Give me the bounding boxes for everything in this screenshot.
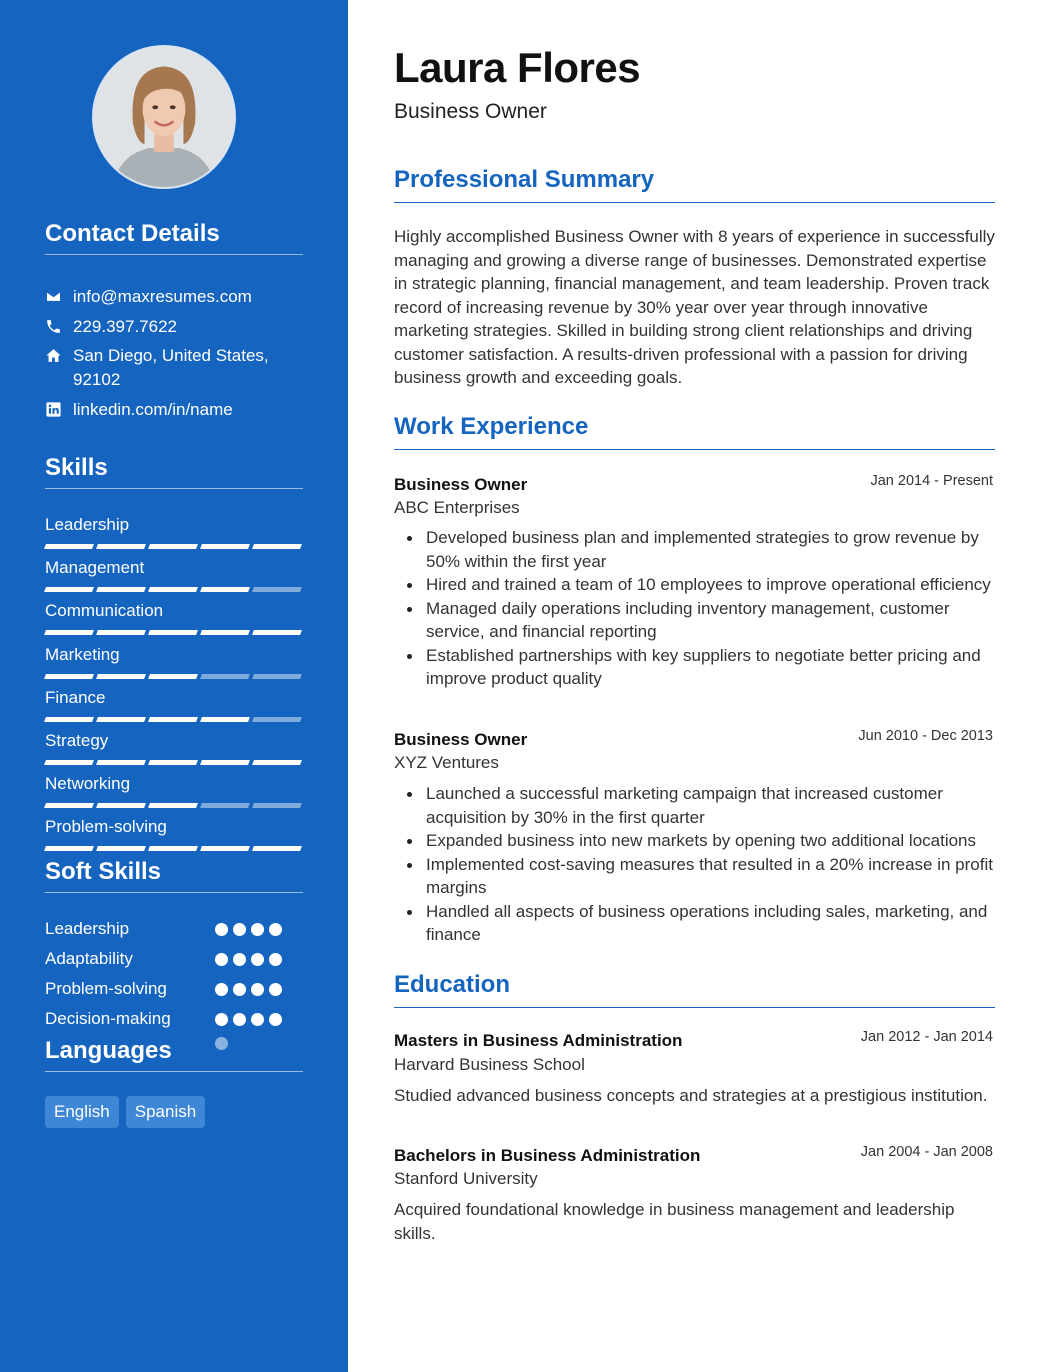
- skill-level-segment: [200, 760, 250, 765]
- rating-dot: [269, 983, 282, 996]
- languages-list: [45, 1096, 205, 1128]
- skill-name: Marketing: [45, 645, 120, 664]
- skill-level-segment: [44, 760, 94, 765]
- degree-description: Acquired foundational knowledge in business management and leadership skills.: [394, 1200, 955, 1243]
- contact-address: [45, 344, 303, 392]
- skill-item: [45, 600, 303, 635]
- list-item: Expanded business into new markets by opening two additional locations: [394, 829, 995, 853]
- skill-level-segment: [148, 803, 198, 808]
- skill-level-segment: [252, 803, 302, 808]
- skill-level-segment: [44, 630, 94, 635]
- skill-item: [45, 730, 303, 765]
- school-name: Stanford University: [394, 1169, 538, 1188]
- experience-heading: Work Experience: [394, 413, 995, 450]
- rating-dot: [233, 953, 246, 966]
- contact-linkedin-text: linkedin.com/in/name: [73, 400, 233, 419]
- list-item: Managed daily operations including inventory management, customer service, and financial reporting: [394, 597, 995, 644]
- rating-dot: [215, 983, 228, 996]
- skill-level-segment: [96, 587, 146, 592]
- languages-heading: Languages: [45, 1037, 303, 1072]
- skill-item: [45, 687, 303, 722]
- skill-name: Communication: [45, 601, 164, 620]
- list-item: Established partnerships with key suppliers to negotiate better pricing and improve product quality: [394, 644, 995, 691]
- degree-dates: Jan 2004 - Jan 2008: [860, 1144, 993, 1160]
- skill-level-segment: [148, 630, 198, 635]
- skill-level-segment: [96, 544, 146, 549]
- degree-description: Studied advanced business concepts and strategies at a prestigious institution.: [394, 1086, 988, 1105]
- contact-heading: Contact Details: [45, 220, 303, 255]
- skill-level-bar: [45, 587, 303, 592]
- skill-level-segment: [200, 544, 250, 549]
- skill-level-segment: [44, 803, 94, 808]
- contact-phone-text: 229.397.7622: [73, 317, 177, 336]
- soft-skill-item: [45, 917, 303, 941]
- rating-dot: [215, 923, 228, 936]
- soft-skill-rating: [215, 953, 282, 966]
- soft-skill-rating: [215, 923, 282, 936]
- skill-level-segment: [252, 760, 302, 765]
- job-company: XYZ Ventures: [394, 753, 499, 772]
- avatar: [94, 47, 234, 187]
- linkedin-icon: [45, 398, 73, 422]
- phone-icon: [45, 315, 73, 339]
- soft-skill-name: Adaptability: [45, 949, 133, 968]
- skill-level-segment: [96, 630, 146, 635]
- skill-name: Finance: [45, 688, 106, 707]
- skill-name: Problem-solving: [45, 817, 167, 836]
- rating-dot: [251, 1013, 264, 1026]
- job-title: Business Owner: [394, 475, 528, 494]
- skill-level-bar: [45, 674, 303, 679]
- degree-title: Bachelors in Business Administration: [394, 1146, 701, 1165]
- skill-level-segment: [200, 803, 250, 808]
- rating-dot: [251, 923, 264, 936]
- soft-skills-heading: Soft Skills: [45, 858, 303, 893]
- sidebar: [0, 0, 348, 1372]
- skill-level-segment: [96, 760, 146, 765]
- skill-level-segment: [148, 544, 198, 549]
- rating-dot: [233, 983, 246, 996]
- skill-level-segment: [148, 760, 198, 765]
- skill-level-segment: [252, 674, 302, 679]
- soft-skill-name: Leadership: [45, 919, 130, 938]
- skill-level-segment: [148, 717, 198, 722]
- skill-level-segment: [96, 846, 146, 851]
- skill-item: [45, 557, 303, 592]
- summary-text: Highly accomplished Business Owner with 8 years of experience in successfully managing and growing a diverse range of businesses. Demonstrated expertise in strategic planning, financial management, and team leadership. Proven track record of increasing revenue by 30% year over year through innovative marketing strategies. Skilled in building strong client relationships and driving customer satisfaction. A results-driven professional with a passion for driving business growth and exceeding goals.: [394, 227, 995, 387]
- skills-heading: Skills: [45, 454, 303, 489]
- skill-name: Management: [45, 558, 145, 577]
- list-item: Developed business plan and implemented strategies to grow revenue by 50% within the first year: [394, 526, 995, 573]
- skill-level-segment: [96, 674, 146, 679]
- summary-heading: Professional Summary: [394, 166, 995, 203]
- skill-item: [45, 773, 303, 808]
- skill-level-bar: [45, 717, 303, 722]
- skill-level-bar: [45, 544, 303, 549]
- contact-address-text: San Diego, United States, 92102: [73, 346, 269, 389]
- envelope-icon: [45, 285, 73, 309]
- skill-name: Networking: [45, 774, 131, 793]
- list-item: Handled all aspects of business operations including sales, marketing, and finance: [394, 900, 995, 947]
- soft-skill-item: [45, 977, 303, 1001]
- skill-level-segment: [148, 674, 198, 679]
- skill-level-segment: [44, 544, 94, 549]
- profile-photo: [92, 45, 236, 189]
- skill-name: Strategy: [45, 731, 109, 750]
- rating-dot: [233, 1013, 246, 1026]
- candidate-name: Laura Flores: [394, 44, 641, 91]
- skill-level-segment: [96, 717, 146, 722]
- skill-level-bar: [45, 803, 303, 808]
- language-chip: Spanish: [126, 1096, 205, 1128]
- list-item: Implemented cost-saving measures that resulted in a 20% increase in profit margins: [394, 853, 995, 900]
- contact-linkedin[interactable]: [45, 398, 303, 422]
- rating-dot: [269, 953, 282, 966]
- skill-level-segment: [252, 587, 302, 592]
- rating-dot: [251, 983, 264, 996]
- job-bullets: [394, 526, 995, 691]
- soft-skill-name: Problem-solving: [45, 979, 167, 998]
- skill-level-segment: [148, 846, 198, 851]
- list-item: Hired and trained a team of 10 employees to improve operational efficiency: [394, 573, 995, 597]
- skill-level-segment: [44, 674, 94, 679]
- skill-level-segment: [200, 846, 250, 851]
- job-dates: Jun 2010 - Dec 2013: [858, 728, 993, 744]
- job-title: Business Owner: [394, 730, 528, 749]
- rating-dot: [215, 1013, 228, 1026]
- skill-level-segment: [96, 803, 146, 808]
- skill-level-segment: [252, 717, 302, 722]
- degree-dates: Jan 2012 - Jan 2014: [860, 1029, 993, 1045]
- skill-level-segment: [200, 717, 250, 722]
- job-bullets: [394, 782, 995, 947]
- contact-email[interactable]: [45, 285, 303, 309]
- skill-level-segment: [252, 544, 302, 549]
- skill-level-segment: [200, 630, 250, 635]
- rating-dot: [269, 1013, 282, 1026]
- soft-skill-item: [45, 1007, 303, 1031]
- contact-email-text: info@maxresumes.com: [73, 287, 252, 306]
- skill-level-segment: [44, 587, 94, 592]
- skill-item: [45, 514, 303, 549]
- home-icon: [45, 344, 73, 392]
- skill-level-bar: [45, 760, 303, 765]
- language-chip: English: [45, 1096, 119, 1128]
- job-company: ABC Enterprises: [394, 498, 520, 517]
- degree-title: Masters in Business Administration: [394, 1031, 683, 1050]
- soft-skill-name: Decision-making: [45, 1009, 171, 1028]
- rating-dot: [233, 923, 246, 936]
- skill-level-segment: [252, 846, 302, 851]
- school-name: Harvard Business School: [394, 1055, 585, 1074]
- rating-dot: [269, 923, 282, 936]
- skill-level-bar: [45, 630, 303, 635]
- soft-skill-item: [45, 947, 303, 971]
- skill-name: Leadership: [45, 515, 130, 534]
- soft-skill-rating: [215, 983, 282, 996]
- list-item: Launched a successful marketing campaign that increased customer acquisition by 30% in the first quarter: [394, 782, 995, 829]
- contact-phone[interactable]: [45, 315, 303, 339]
- candidate-title: Business Owner: [394, 100, 547, 123]
- main-content: [394, 0, 995, 1372]
- skill-item: [45, 816, 303, 851]
- soft-skill-rating: [215, 1013, 282, 1026]
- rating-dot: [215, 953, 228, 966]
- skill-level-bar: [45, 846, 303, 851]
- skill-level-segment: [148, 587, 198, 592]
- skill-level-segment: [252, 630, 302, 635]
- skill-level-segment: [200, 587, 250, 592]
- education-heading: Education: [394, 971, 995, 1008]
- rating-dot: [251, 953, 264, 966]
- skill-item: [45, 644, 303, 679]
- skill-level-segment: [44, 846, 94, 851]
- job-dates: Jan 2014 - Present: [870, 473, 993, 489]
- skill-level-segment: [44, 717, 94, 722]
- skill-level-segment: [200, 674, 250, 679]
